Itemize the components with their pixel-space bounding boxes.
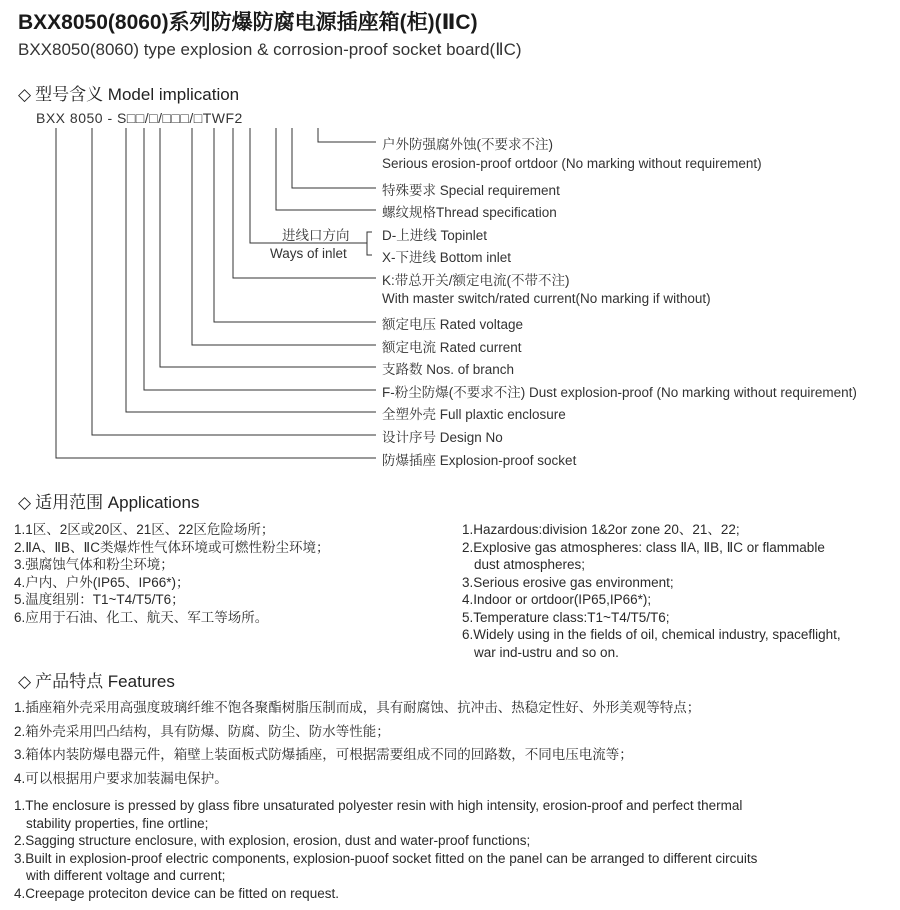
list-item: 4.Indoor or ortdoor(IP65,IP66*); [462, 592, 652, 607]
inlet-bracket [367, 232, 372, 255]
section-title: 适用范围 Applications [35, 493, 200, 512]
list-item: 1.1区、2区或20区、21区、22区危险场所； [14, 522, 275, 537]
page-title: BXX8050(8060)系列防爆防腐电源插座箱(柜)(ⅡC) [18, 11, 478, 34]
model-item: K:带总开关/额定电流(不带不注) [382, 273, 570, 288]
applications-cn-list [14, 521, 329, 626]
model-item: 户外防强腐外蚀(不要求不注) [382, 137, 553, 152]
model-item: Serious erosion-proof ortdoor (No marking without requirement) [382, 156, 762, 171]
list-item: dust atmospheres; [474, 557, 586, 572]
diamond-outline-icon: ◇ [18, 85, 32, 104]
tree-line-enclosure [126, 128, 376, 412]
model-item: With master switch/rated current(No marking if without) [382, 291, 711, 306]
tree-line-design [92, 128, 376, 435]
diamond-outline-icon: ◇ [18, 672, 32, 691]
inlet-label-en: Ways of inlet [270, 246, 347, 261]
list-item: 1.Hazardous:division 1&2or zone 20、21、22; [462, 522, 740, 537]
tree-line-thread [276, 128, 376, 210]
features-en-list [14, 797, 757, 902]
model-item: 防爆插座 Explosion-proof socket [382, 453, 577, 468]
model-item: 支路数 Nos. of branch [382, 362, 515, 377]
diamond-outline-icon: ◇ [18, 493, 32, 512]
applications-en-list [462, 521, 841, 661]
list-item: 6.应用于石油、化工、航天、军工等场所。 [14, 609, 269, 625]
list-item: 2.Sagging structure enclosure, with explosion, erosion, dust and water-proof functions; [14, 833, 531, 848]
features-cn-list [14, 696, 700, 790]
model-item: 额定电压 Rated voltage [382, 317, 524, 332]
list-item: 5.温度组别：T1~T4/T5/T6； [14, 592, 185, 607]
list-item: with different voltage and current; [26, 868, 226, 883]
tree-line-wf2 [318, 128, 376, 142]
model-item: X-下进线 Bottom inlet [382, 250, 512, 265]
section-applications-heading [18, 488, 199, 513]
model-item: D-上进线 Topinlet [382, 228, 488, 243]
section-title: 产品特点 Features [35, 672, 175, 691]
list-item: 3.强腐蚀气体和粉尘环境； [14, 557, 174, 572]
model-code: BXX 8050 - S□□/□/□□□/□TWF2 [36, 110, 243, 126]
tree-line-special [292, 128, 376, 188]
inlet-label-cn: 进线口方向 [282, 228, 350, 243]
model-item: F-粉尘防爆(不要求不注) Dust explosion-proof (No marking without requirement) [382, 385, 857, 400]
list-item: 2.ⅡA、ⅡB、ⅡC类爆炸性气体环境或可燃性粉尘环境； [14, 539, 330, 555]
list-item: 1.插座箱外壳采用高强度玻璃纤维不饱各聚酯树脂压制而成，具有耐腐蚀、抗冲击、热稳定性好、外形美观等特点； [14, 700, 701, 715]
list-item: stability properties, fine ortline; [26, 815, 209, 831]
list-item: 3.箱体内装防爆电器元件，箱壁上装面板式防爆插座，可根据需要组成不同的回路数，不同电压电流等； [14, 747, 633, 762]
list-item: 6.Widely using in the fields of oil, chemical industry, spaceflight, [462, 627, 841, 642]
list-item: 5.Temperature class:T1~T4/T5/T6; [462, 609, 670, 625]
list-item: 2.箱外壳采用凹凸结构，具有防爆、防腐、防尘、防水等性能； [14, 723, 390, 739]
model-item: 螺纹规格Thread specification [382, 205, 557, 220]
section-features-heading [18, 667, 175, 692]
page-subtitle: BXX8050(8060) type explosion & corrosion-proof socket board(ⅡC) [18, 40, 522, 59]
section-title: 型号含义 Model implication [35, 85, 240, 104]
model-item: 全塑外壳 Full plaxtic enclosure [382, 407, 566, 422]
list-item: 2.Explosive gas atmospheres: class ⅡA, ⅡB, ⅡC or flammable [462, 539, 825, 555]
list-item: 4.户内、户外(IP65、IP66*)； [14, 574, 190, 590]
list-item: 1.The enclosure is pressed by glass fibre unsaturated polyester resin with high intensity, erosion-proof and perfect thermal [14, 798, 743, 813]
tree-line-socket [56, 128, 376, 458]
list-item: war ind-ustru and so on. [474, 644, 619, 660]
list-item: 3.Serious erosive gas environment; [462, 574, 674, 590]
model-item: 特殊要求 Special requirement [382, 183, 560, 198]
list-item: 4.Creepage proteciton device can be fitted on request. [14, 885, 339, 901]
list-item: 4.可以根据用户要求加装漏电保护。 [14, 770, 228, 786]
model-item: 设计序号 Design No [382, 430, 503, 445]
model-item: 额定电流 Rated current [382, 340, 522, 355]
list-item: 3.Built in explosion-proof electric components, explosion-puoof socket fitted on the panel can be arranged to different circuits [14, 850, 758, 866]
